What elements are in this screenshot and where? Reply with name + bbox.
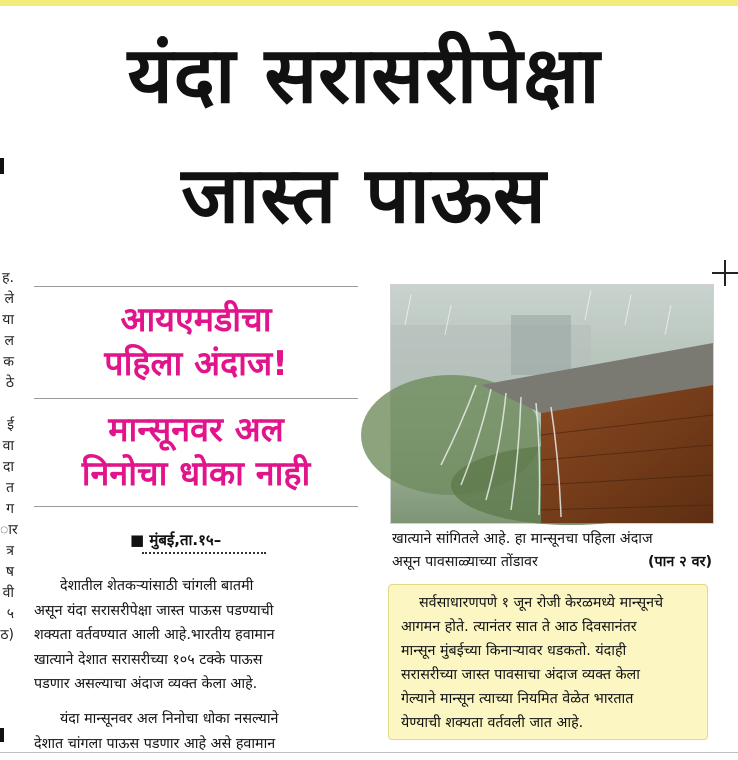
paragraph-line: असून यंदा सरासरीपेक्षा जास्त पाऊस पडण्याची xyxy=(34,602,274,619)
paragraph-line: खात्याने देशात सरासरीच्या १०५ टक्के पाऊस xyxy=(34,651,263,668)
note-line: गेल्याने मान्सून त्याच्या नियमित वेळेत भारतात xyxy=(401,691,634,707)
note-line: सरासरीच्या जास्त पावसाचा अंदाज व्यक्त केला xyxy=(401,667,640,683)
fragment-text: ार xyxy=(0,522,18,538)
subhead-line-2: पहिला अंदाज! xyxy=(104,344,288,384)
fragment-text: ५ xyxy=(6,606,14,622)
paragraph-line: देशात चांगला पाऊस पडणार आहे असे हवामान xyxy=(34,735,276,752)
fragment-text: ल xyxy=(4,333,14,349)
highlight-note-box xyxy=(388,584,708,740)
paragraph-line: शक्यता वर्तवण्यात आली आहे.भारतीय हवामान xyxy=(34,627,275,643)
note-line: येण्याची शक्यता वर्तवली जात आहे. xyxy=(401,715,584,731)
note-line: सर्वसाधारणपणे १ जून रोजी केरळमध्ये मान्सूनचे xyxy=(419,595,664,611)
fragment-text: ह. xyxy=(2,270,14,286)
adjacent-column-fragment xyxy=(0,268,18,646)
subhead-line-3: मान्सूनवर अल xyxy=(108,410,284,450)
fragment-text: दा xyxy=(2,459,14,475)
note-line: मान्सून मुंबईच्या किनाऱ्यावर धडकतो. यंदाही xyxy=(401,643,627,659)
continued-page-ref: (पान २ वर) xyxy=(647,554,712,570)
top-color-bar xyxy=(0,0,738,6)
dateline: ■ मुंबई,ता.१५– xyxy=(130,531,222,549)
subhead-line-4: निनोचा धोका नाही xyxy=(81,454,311,494)
fragment-text: वा xyxy=(2,438,14,454)
fragment-text: वी xyxy=(2,585,14,601)
paragraph-line: पडणार असल्याचा अंदाज व्यक्त केला आहे. xyxy=(34,676,258,692)
headline-line-2: जास्त पाऊस xyxy=(181,151,547,241)
note-line: आगमन होते. त्यानंतर सात ते आठ दिवसानंतर xyxy=(401,619,637,635)
headline-line-1: यंदा सरासरीपेक्षा xyxy=(127,31,601,121)
photo-caption xyxy=(392,528,712,574)
caption-line xyxy=(392,551,712,574)
fragment-text: त्र xyxy=(6,543,14,559)
fragment-text: ठे xyxy=(5,375,14,391)
paragraph-line: देशातील शेतकऱ्यांसाठी चांगली बातमी xyxy=(60,578,254,594)
column-edge-mark xyxy=(0,728,4,742)
fragment-text: क xyxy=(3,354,14,370)
registration-cross-mark xyxy=(712,260,738,286)
fragment-text: ठ) xyxy=(0,627,14,643)
caption-text: असून पावसाळ्याच्या तोंडावर xyxy=(392,554,538,570)
dotted-separator xyxy=(142,552,266,554)
fragment-text: ले xyxy=(4,291,14,307)
bottom-rule xyxy=(0,752,738,753)
rain-on-roof-photo xyxy=(390,284,714,524)
article-paragraph-1 xyxy=(34,574,360,697)
caption-line: खात्याने सांगितले आहे. हा मान्सूनचा पहिला अंदाज xyxy=(392,531,653,547)
divider-rule xyxy=(34,398,358,399)
fragment-text: ग xyxy=(6,501,14,517)
fragment-text xyxy=(0,394,14,415)
divider-rule xyxy=(34,506,358,507)
fragment-text: या xyxy=(2,312,14,328)
subhead-line-1: आयएमडीचा xyxy=(120,300,272,340)
fragment-text: ई xyxy=(7,417,14,433)
article-paragraph-2 xyxy=(34,707,360,756)
fragment-text: ष xyxy=(5,564,14,580)
fragment-text: त xyxy=(6,480,14,496)
divider-rule xyxy=(34,286,358,287)
paragraph-line: यंदा मान्सूनवर अल निनोचा धोका नसल्याने xyxy=(60,711,279,727)
column-edge-mark xyxy=(0,158,4,174)
